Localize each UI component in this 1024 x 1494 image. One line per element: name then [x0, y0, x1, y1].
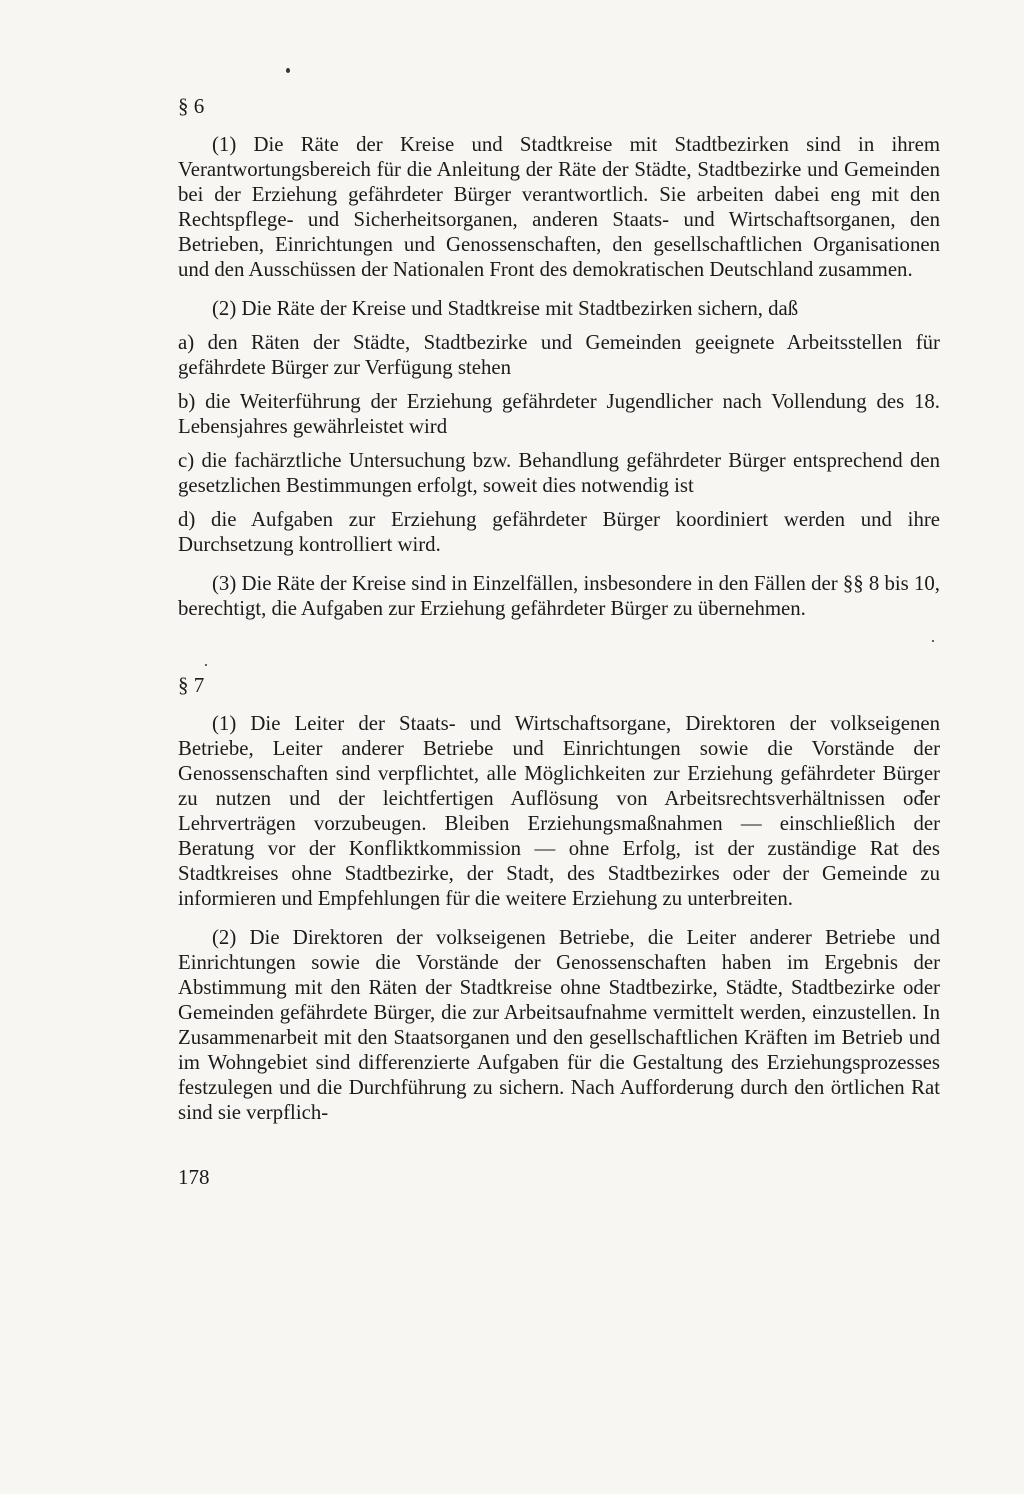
document-page	[178, 88, 940, 1190]
list-item-a: a) den Räten der Städte, Stadtbezirke und Gemeinden geeignete Arbeitsstellen für gefährdete Bürger zur Verfügung stehen	[178, 331, 940, 379]
scan-speck	[286, 68, 290, 73]
list-item-d: d) die Aufgaben zur Erziehung gefährdeter Bürger koordiniert werden und ihre Durchsetzung kontrolliert wird.	[178, 508, 940, 556]
list-item-b: b) die Weiterführung der Erziehung gefährdeter Jugendlicher nach Vollendung des 18. Lebensjahres gewährleistet wird	[178, 390, 940, 438]
section-6-paragraph-1: (1) Die Räte der Kreise und Stadtkreise mit Stadtbezirken sind in ihrem Verantwortungsbereich für die Anleitung der Räte der Städte, Stadtbezirke und Gemeinden bei der Erziehung gefährdeter Bürger verantwortlich. Sie arbeiten dabei eng mit den Rechtspflege- und Sicherheitsorganen, anderen Staats- und Wirtschaftsorganen, den Betrieben, Einrichtungen und Genossenschaften, den gesellschaftlichen Organisationen und den Ausschüssen der Nationalen Front des demokratischen Deutschland zusammen.	[178, 133, 940, 281]
section-7-paragraph-2: (2) Die Direktoren der volkseigenen Betriebe, die Leiter anderer Betriebe und Einrichtungen sowie die Vorstände der Genossenschaften haben im Ergebnis der Abstimmung mit den Räten der Stadtkreise ohne Stadtbezirke, Städte, Stadtbezirke oder Gemeinden gefährdete Bürger, die zur Arbeitsaufnahme vermittelt werden, einzustellen. In Zusammenarbeit mit den Staatsorganen und den gesellschaftlichen Kräften im Betrieb und im Wohngebiet sind differenzierte Aufgaben für die Gestaltung des Erziehungsprozesses festzulegen und die Durchführung zu sichern. Nach Aufforderung durch den örtlichen Rat sind sie verpflich-	[178, 926, 940, 1124]
section-6-paragraph-2: (2) Die Räte der Kreise und Stadtkreise mit Stadtbezirken sichern, daß	[212, 297, 799, 320]
list-item-c: c) die fachärztliche Untersuchung bzw. Behandlung gefährdeter Bürger entsprechend den gesetzlichen Bestimmungen erfolgt, soweit dies notwendig ist	[178, 449, 940, 497]
section-heading-6: § 6	[178, 94, 205, 118]
section-6-paragraph-3: (3) Die Räte der Kreise sind in Einzelfällen, insbesondere in den Fällen der §§ 8 bis 10, berechtigt, die Aufgaben zur Erziehung gefährdeter Bürger zu übernehmen.	[178, 572, 940, 620]
section-7-paragraph-1: (1) Die Leiter der Staats- und Wirtschaftsorgane, Direktoren der volkseigenen Betriebe, Leiter anderer Betriebe und Einrichtungen sowie die Vorstände der Genossenschaften sind verpflichtet, alle Möglichkeiten zur Erziehung gefährdeter Bürger zu nutzen und der leichtfertigen Auflösung von Arbeitsrechtsverhältnissen oder Lehrverträgen vorzubeugen. Bleiben Erziehungsmaßnahmen — einschließlich der Beratung vor der Konfliktkommission — ohne Erfolg, ist der zuständige Rat des Stadtkreises ohne Stadtbezirke, der Stadt, des Stadtbezirkes oder der Gemeinde zu informieren und Empfehlungen für die weitere Erziehung zu unterbreiten.	[178, 712, 940, 910]
section-heading-7: § 7	[178, 673, 205, 697]
page-number: 178	[178, 1165, 210, 1189]
